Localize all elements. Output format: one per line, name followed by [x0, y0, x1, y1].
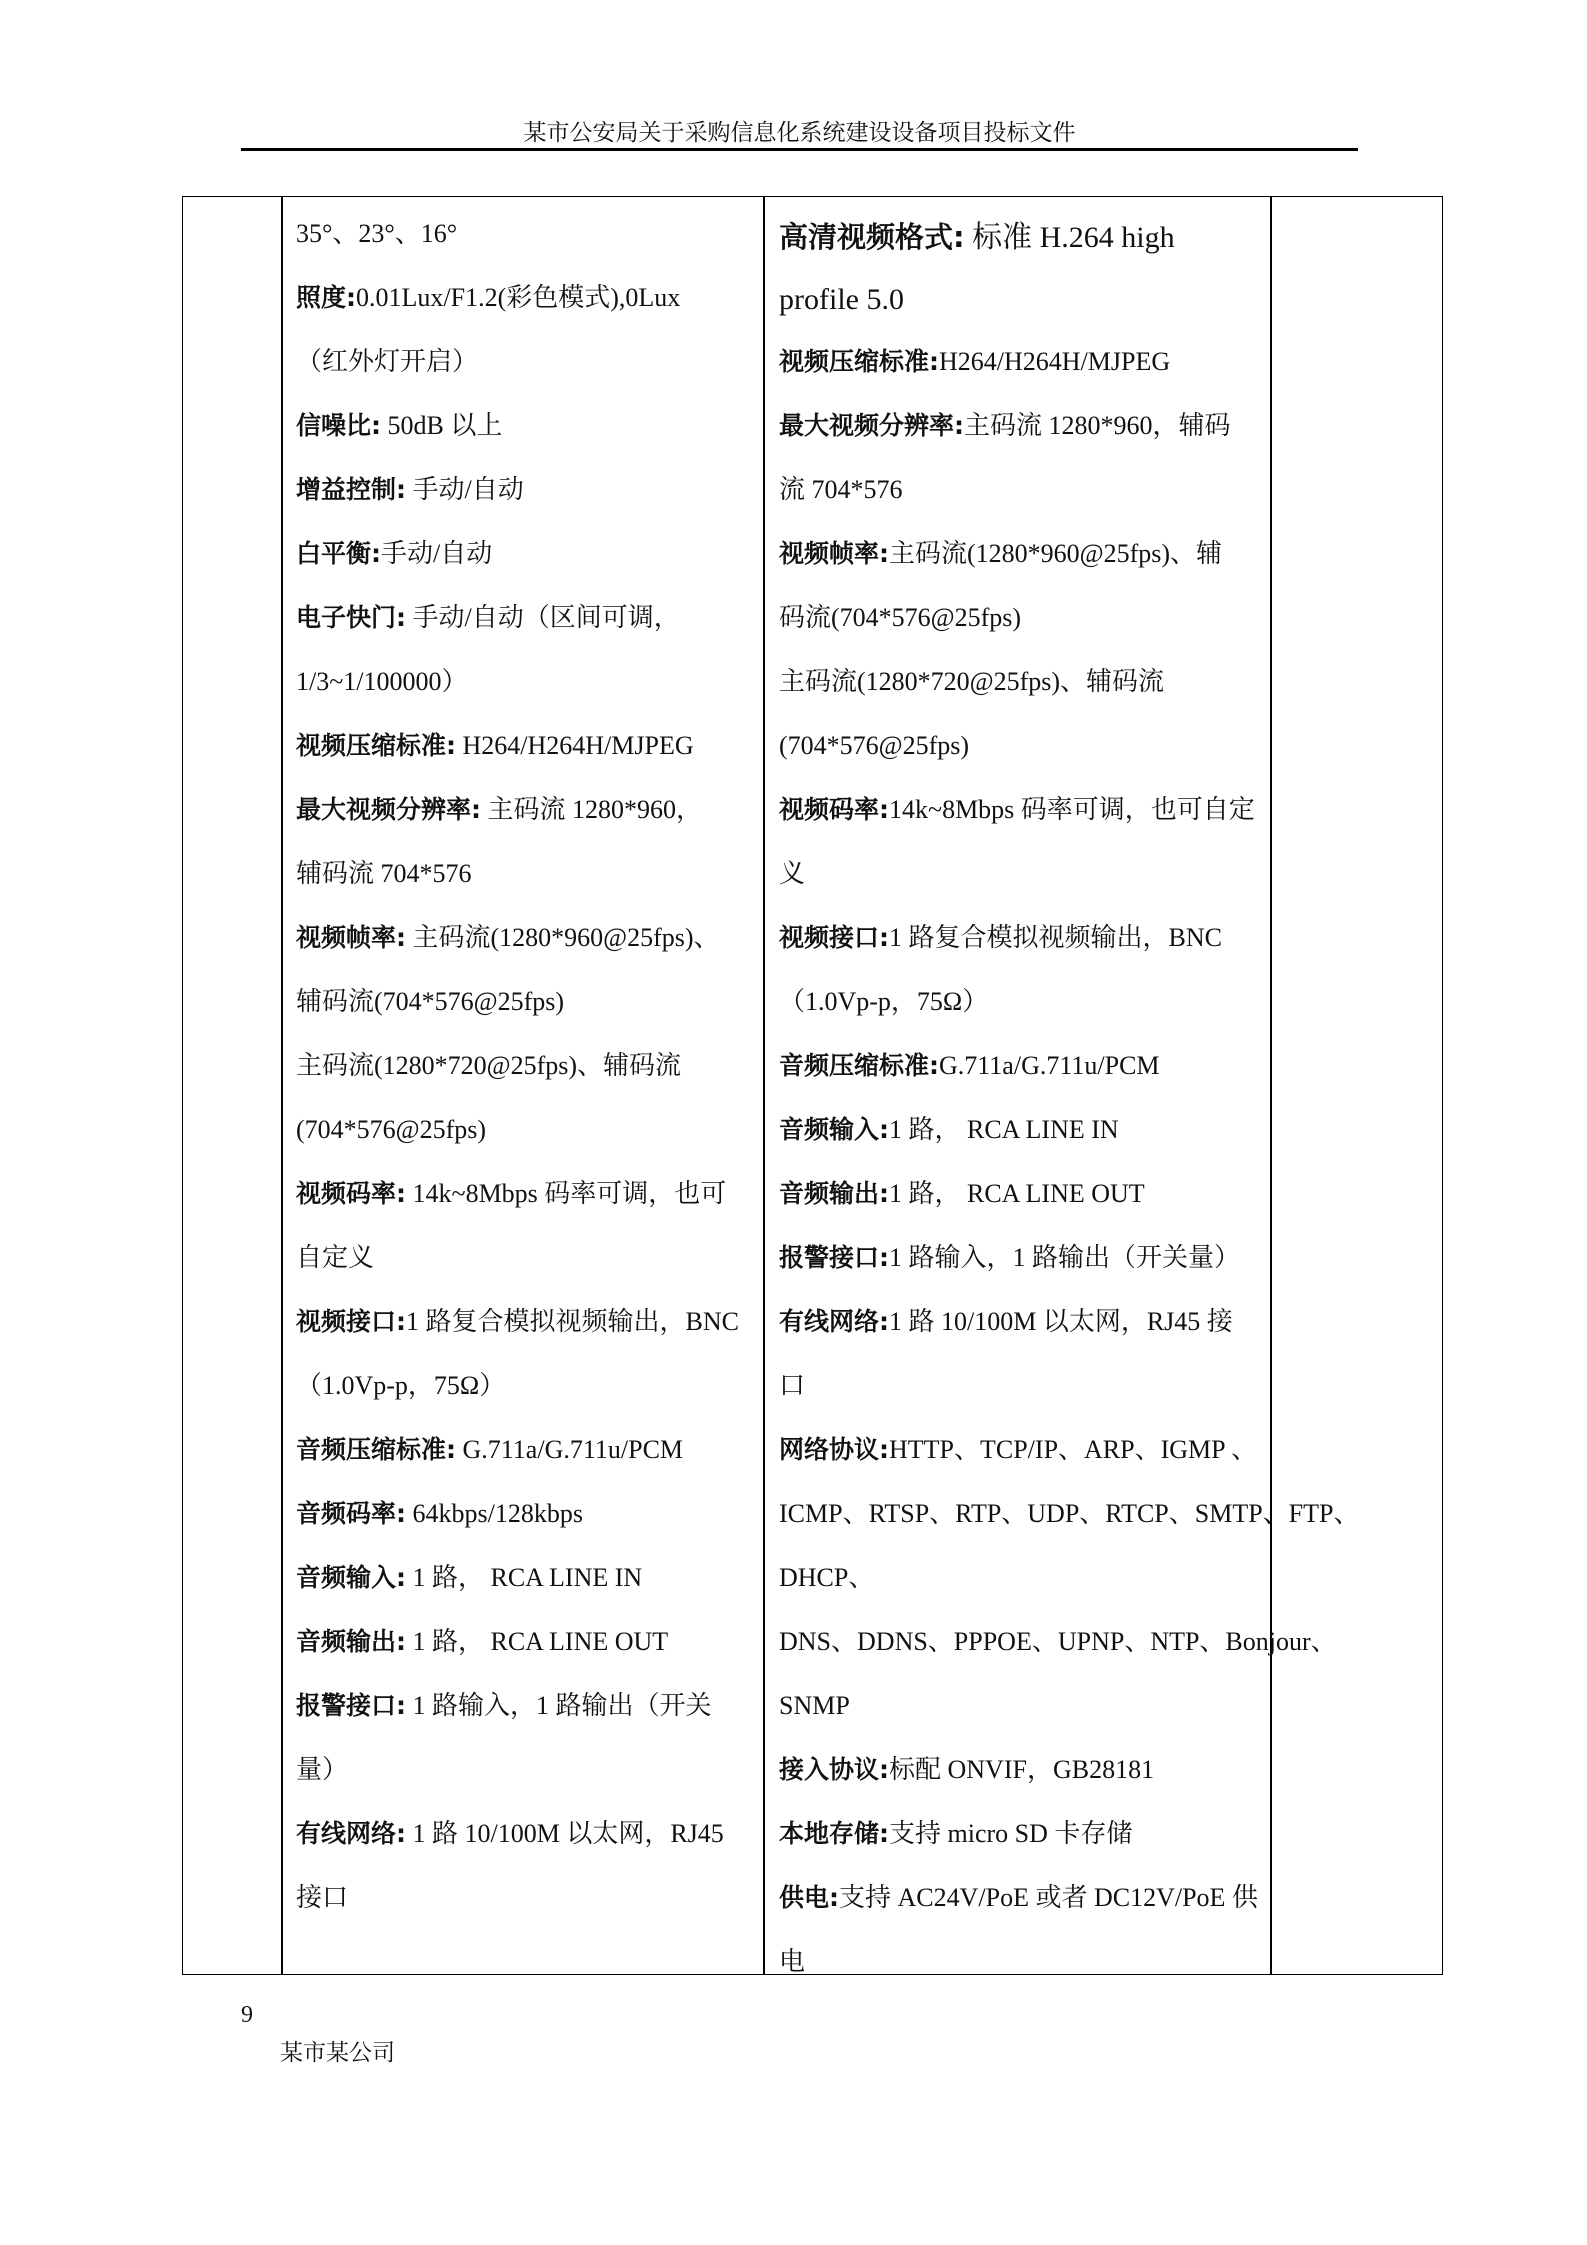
spec-line [296, 1098, 739, 1162]
spec-line [296, 1354, 739, 1418]
spec-line [779, 1802, 1359, 1866]
spec-value: 支持 AC24V/PoE 或者 DC12V/PoE 供 [839, 1883, 1258, 1912]
spec-cell-left [296, 202, 739, 1930]
spec-line [779, 1418, 1359, 1482]
spec-line [779, 1866, 1359, 1930]
spec-line [296, 1034, 739, 1098]
spec-value: 主码流(1280*960@25fps)、辅 [889, 539, 1223, 568]
spec-label: 视频帧率: [779, 539, 889, 568]
spec-value: 流 704*576 [779, 475, 903, 504]
spec-value: profile 5.0 [779, 283, 904, 316]
spec-value: 1 路输入，1 路输出（开关 [406, 1691, 712, 1720]
spec-value: （1.0Vp-p，75Ω） [296, 1371, 506, 1400]
spec-value: 35°、23°、16° [296, 219, 458, 248]
spec-value: 主码流 1280*960， [481, 795, 703, 824]
document-header-title: 某市公安局关于采购信息化系统建设设备项目投标文件 [523, 120, 1076, 145]
spec-value: 14k~8Mbps 码率可调，也可自定 [889, 795, 1255, 824]
spec-label: 电子快门: [296, 603, 406, 632]
spec-line [779, 1738, 1359, 1802]
spec-value: 1 路， RCA LINE IN [406, 1563, 643, 1592]
spec-value: 1 路复合模拟视频输出，BNC [406, 1307, 739, 1336]
spec-value: 接口 [296, 1883, 349, 1912]
spec-line [296, 650, 739, 714]
spec-label: 视频帧率: [296, 923, 406, 952]
spec-value: 手动/自动 [381, 539, 493, 568]
spec-label: 本地存储: [779, 1819, 889, 1848]
spec-line [296, 1482, 739, 1546]
spec-value: 50dB 以上 [381, 411, 503, 440]
spec-value: G.711a/G.711u/PCM [939, 1051, 1160, 1080]
spec-value: 量） [296, 1755, 349, 1784]
spec-line [779, 1546, 1359, 1610]
spec-line [779, 394, 1359, 458]
spec-line [779, 778, 1359, 842]
spec-line [296, 906, 739, 970]
spec-label: 增益控制: [296, 475, 406, 504]
spec-line [296, 842, 739, 906]
spec-value: 主码流 1280*960，辅码 [964, 411, 1231, 440]
spec-value: 辅码流(704*576@25fps) [296, 987, 565, 1016]
spec-label: 视频压缩标准: [779, 347, 939, 376]
spec-line [779, 714, 1359, 778]
spec-line [296, 586, 739, 650]
spec-label: 音频压缩标准: [296, 1435, 456, 1464]
spec-line [779, 330, 1359, 394]
spec-line [296, 970, 739, 1034]
spec-value: 主码流(1280*720@25fps)、辅码流 [779, 667, 1165, 696]
spec-value: 标配 ONVIF，GB28181 [889, 1755, 1155, 1784]
spec-label: 高清视频格式: [779, 220, 965, 254]
spec-value: 支持 micro SD 卡存储 [889, 1819, 1133, 1848]
spec-line [779, 1162, 1359, 1226]
spec-value: ICMP、RTSP、RTP、UDP、RTCP、SMTP、FTP、 [779, 1499, 1360, 1528]
spec-line [779, 1354, 1359, 1418]
spec-value: 义 [779, 859, 806, 888]
spec-line [779, 522, 1359, 586]
spec-value: 1 路 10/100M 以太网，RJ45 接 [889, 1307, 1233, 1336]
spec-value: 1 路， RCA LINE OUT [406, 1627, 669, 1656]
spec-value: 1 路， RCA LINE IN [889, 1115, 1119, 1144]
spec-label: 最大视频分辨率: [296, 795, 481, 824]
spec-line [296, 1546, 739, 1610]
spec-line [296, 1674, 739, 1738]
spec-label: 音频输入: [779, 1115, 889, 1144]
spec-line [779, 1098, 1359, 1162]
spec-value: 手动/自动（区间可调， [406, 603, 680, 632]
spec-line [779, 1482, 1359, 1546]
spec-line [296, 458, 739, 522]
spec-line [779, 1610, 1359, 1674]
spec-cell-right [779, 206, 1359, 1994]
spec-line [779, 206, 1359, 268]
spec-label: 白平衡: [296, 539, 381, 568]
spec-value: SNMP [779, 1691, 850, 1720]
spec-value: 自定义 [296, 1243, 375, 1272]
spec-label: 视频压缩标准: [296, 731, 456, 760]
spec-label: 音频输入: [296, 1563, 406, 1592]
spec-value: 主码流(1280*960@25fps)、 [406, 923, 720, 952]
spec-line [779, 1034, 1359, 1098]
spec-label: 照度: [296, 283, 356, 312]
spec-value: DHCP、 [779, 1563, 875, 1592]
footer-company: 某市某公司 [280, 2040, 395, 2065]
spec-value: (704*576@25fps) [779, 731, 970, 760]
table-column-divider [281, 196, 283, 1975]
spec-line [296, 202, 739, 266]
spec-value: （1.0Vp-p，75Ω） [779, 987, 989, 1016]
spec-value: 1 路输入，1 路输出（开关量） [889, 1243, 1241, 1272]
spec-line [779, 586, 1359, 650]
spec-line [779, 1674, 1359, 1738]
spec-line [779, 906, 1359, 970]
spec-label: 供电: [779, 1883, 839, 1912]
table-column-divider [763, 196, 765, 1975]
spec-line [779, 458, 1359, 522]
spec-value: 1 路 10/100M 以太网，RJ45 [406, 1819, 724, 1848]
spec-value: 标准 H.264 high [964, 221, 1175, 254]
spec-line [779, 650, 1359, 714]
spec-value: 码流(704*576@25fps) [779, 603, 1022, 632]
spec-label: 有线网络: [296, 1819, 406, 1848]
spec-label: 视频码率: [296, 1179, 406, 1208]
spec-line [779, 1226, 1359, 1290]
spec-value: 1/3~1/100000） [296, 667, 468, 696]
spec-label: 报警接口: [296, 1691, 406, 1720]
spec-line [779, 842, 1359, 906]
spec-value: HTTP、TCP/IP、ARP、IGMP 、 [889, 1435, 1258, 1464]
spec-line [779, 268, 1359, 330]
spec-line [296, 778, 739, 842]
spec-label: 报警接口: [779, 1243, 889, 1272]
spec-line [779, 1930, 1359, 1994]
spec-label: 音频输出: [779, 1179, 889, 1208]
spec-label: 有线网络: [779, 1307, 889, 1336]
spec-value: H264/H264H/MJPEG [456, 731, 694, 760]
spec-line [296, 1226, 739, 1290]
spec-value: 64kbps/128kbps [406, 1499, 583, 1528]
spec-line [296, 1738, 739, 1802]
spec-line [296, 394, 739, 458]
spec-value: 电 [779, 1947, 806, 1976]
spec-value: （红外灯开启） [296, 347, 479, 376]
spec-line [296, 1290, 739, 1354]
spec-label: 信噪比: [296, 411, 381, 440]
spec-label: 音频压缩标准: [779, 1051, 939, 1080]
spec-label: 视频码率: [779, 795, 889, 824]
spec-label: 最大视频分辨率: [779, 411, 964, 440]
spec-value: 手动/自动 [406, 475, 524, 504]
spec-value: 1 路复合模拟视频输出，BNC [889, 923, 1222, 952]
spec-value: 主码流(1280*720@25fps)、辅码流 [296, 1051, 682, 1080]
spec-label: 接入协议: [779, 1755, 889, 1784]
spec-value: 辅码流 704*576 [296, 859, 472, 888]
spec-value: H264/H264H/MJPEG [939, 347, 1171, 376]
spec-label: 音频输出: [296, 1627, 406, 1656]
spec-line [296, 522, 739, 586]
spec-label: 视频接口: [296, 1307, 406, 1336]
spec-line [779, 970, 1359, 1034]
spec-line [296, 1802, 739, 1866]
spec-value: 口 [779, 1371, 806, 1400]
spec-value: 0.01Lux/F1.2(彩色模式),0Lux [356, 283, 681, 312]
spec-line [779, 1290, 1359, 1354]
spec-value: DNS、DDNS、PPPOE、UPNP、NTP、Bonjour、 [779, 1627, 1337, 1656]
spec-line [296, 1162, 739, 1226]
header-divider [241, 148, 1358, 151]
spec-line [296, 714, 739, 778]
spec-label: 视频接口: [779, 923, 889, 952]
spec-line [296, 266, 739, 330]
spec-line [296, 330, 739, 394]
spec-line [296, 1418, 739, 1482]
spec-label: 网络协议: [779, 1435, 889, 1464]
spec-label: 音频码率: [296, 1499, 406, 1528]
page-number: 9 [241, 2002, 253, 2028]
spec-line [296, 1866, 739, 1930]
spec-value: G.711a/G.711u/PCM [456, 1435, 684, 1464]
spec-value: (704*576@25fps) [296, 1115, 487, 1144]
spec-line [296, 1610, 739, 1674]
spec-value: 1 路， RCA LINE OUT [889, 1179, 1145, 1208]
spec-value: 14k~8Mbps 码率可调，也可 [406, 1179, 727, 1208]
